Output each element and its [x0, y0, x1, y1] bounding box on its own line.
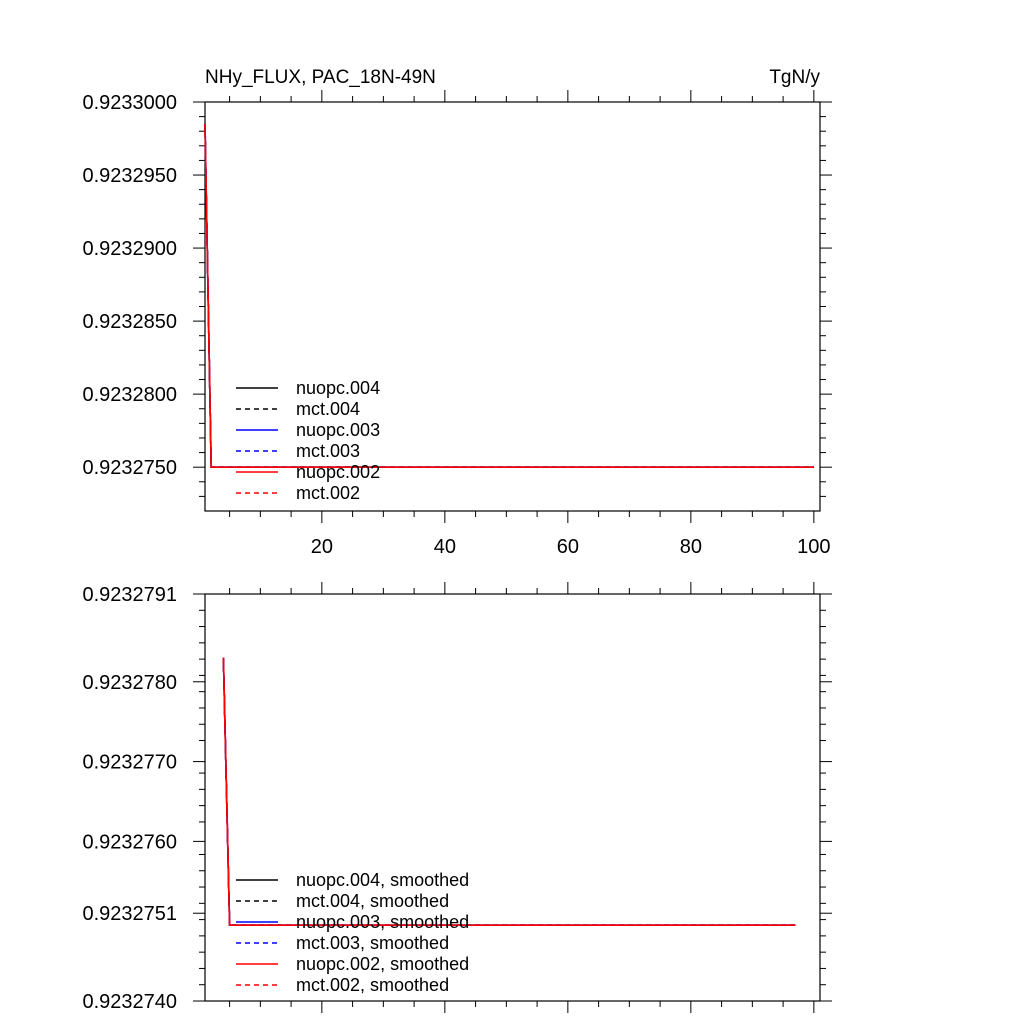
legend-label: nuopc.002, smoothed	[296, 954, 470, 974]
legend-label: nuopc.002	[296, 462, 381, 482]
legend-label: mct.002	[296, 483, 361, 503]
y-tick-label: 0.9232950	[82, 165, 177, 188]
legend-label: mct.002, smoothed	[296, 975, 450, 995]
x-tick-label: 20	[310, 536, 333, 558]
legend-label: nuopc.003	[296, 420, 381, 440]
y-tick-label: 0.9232791	[82, 584, 177, 606]
x-tick-label: 40	[433, 536, 456, 558]
legend-label: mct.004	[296, 399, 361, 419]
y-tick-label: 0.9232800	[82, 384, 177, 407]
legend-label: mct.003, smoothed	[296, 933, 450, 953]
x-tick-label: 60	[556, 536, 579, 558]
legend-label: mct.004, smoothed	[296, 891, 450, 911]
legend-label: mct.003	[296, 441, 361, 461]
chart-panel-2	[82, 582, 832, 1013]
y-tick-label: 0.9232780	[82, 671, 177, 694]
chart-units: TgN/y	[769, 67, 820, 88]
y-tick-label: 0.9232760	[82, 831, 177, 854]
legend-label: nuopc.003, smoothed	[296, 912, 470, 932]
legend-label: nuopc.004, smoothed	[296, 870, 470, 890]
y-tick-label: 0.9233000	[82, 92, 177, 114]
legend-label: nuopc.004	[296, 378, 381, 398]
chart-title: NHy_FLUX, PAC_18N-49N	[205, 67, 436, 88]
y-tick-label: 0.9232750	[82, 457, 177, 480]
y-tick-label: 0.9232900	[82, 238, 177, 261]
y-tick-label: 0.9232770	[82, 751, 177, 774]
y-tick-label: 0.9232740	[82, 991, 177, 1013]
y-tick-label: 0.9232850	[82, 311, 177, 334]
x-tick-label: 80	[679, 536, 702, 558]
x-tick-label: 100	[797, 536, 831, 558]
y-tick-label: 0.9232751	[82, 903, 177, 926]
chart-panel-1	[82, 67, 832, 558]
